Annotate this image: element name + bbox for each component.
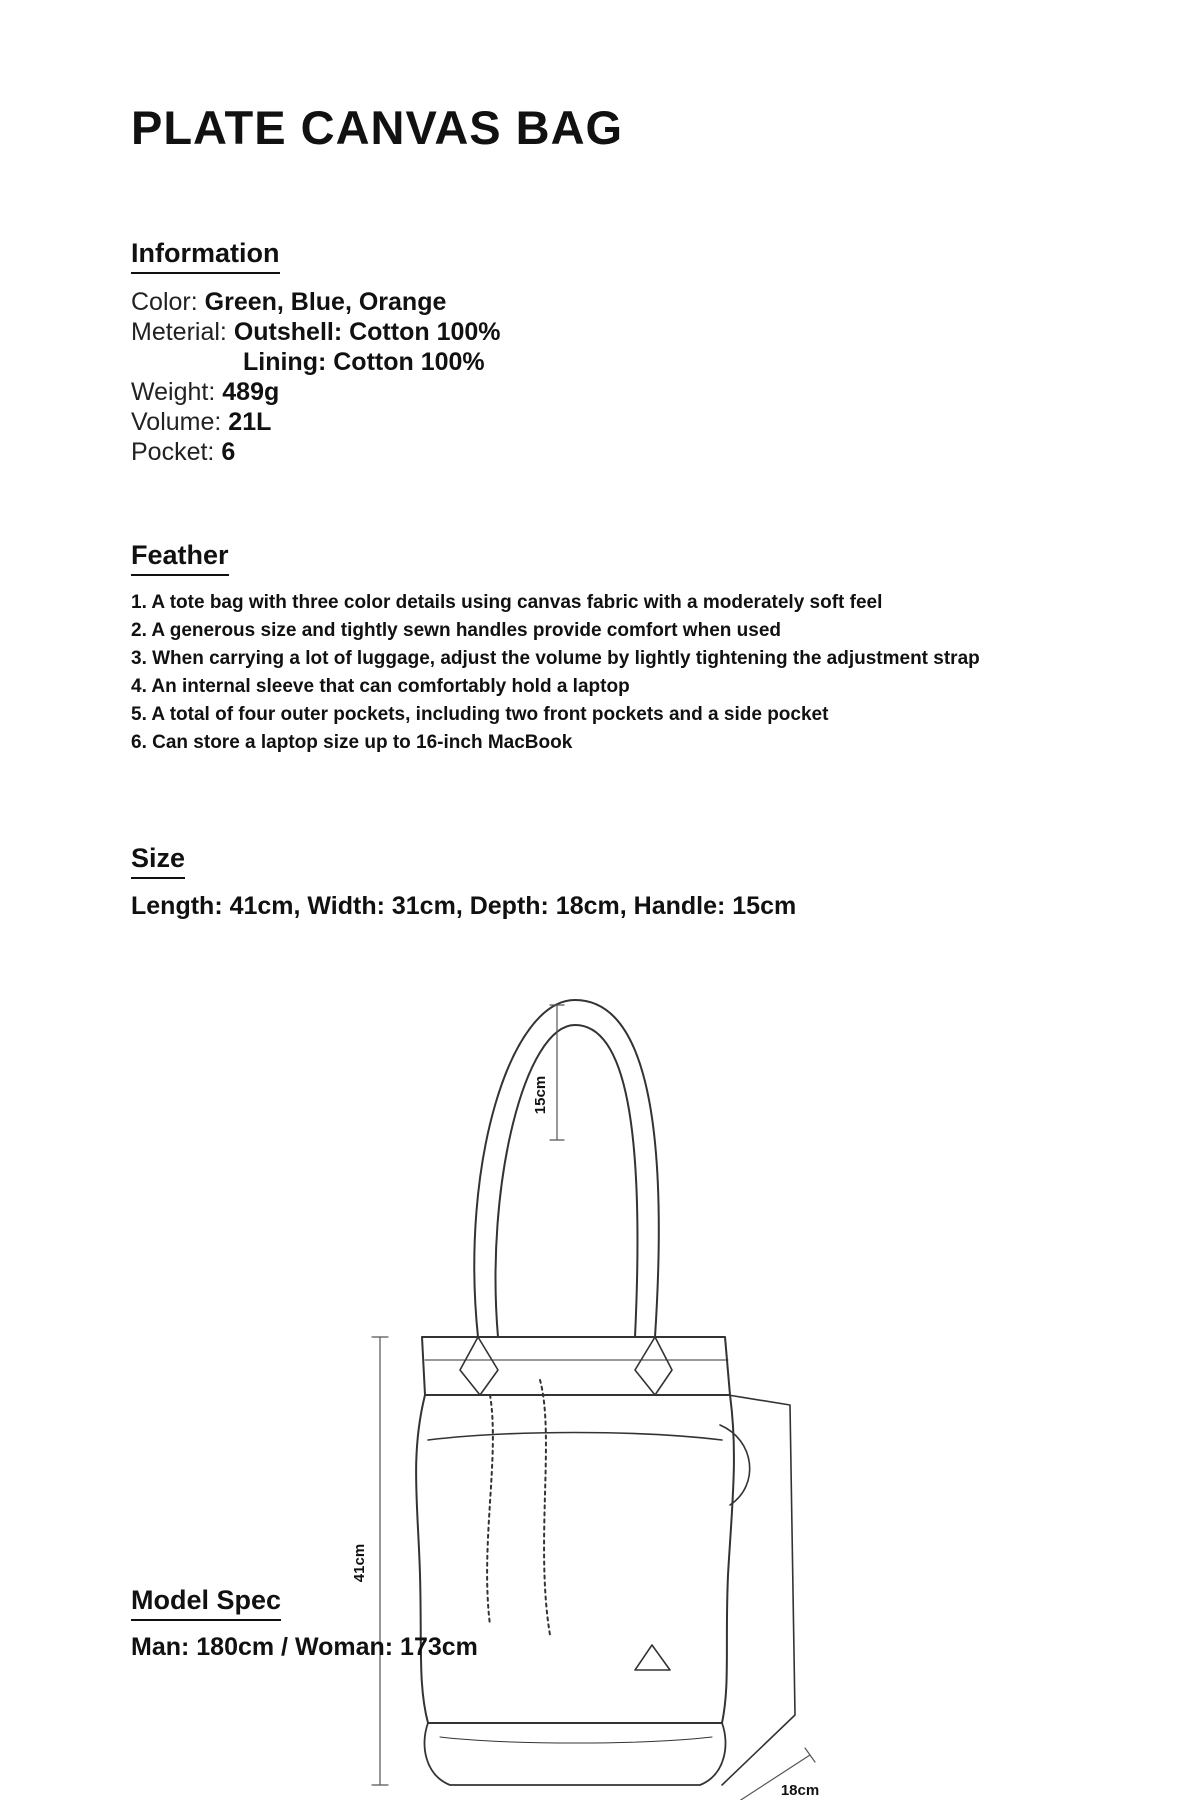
info-label: Volume: [131,408,222,436]
size-summary: Length: 41cm, Width: 31cm, Depth: 18cm, Handle: 15cm [131,892,797,920]
info-row-weight [131,377,501,407]
page-title: PLATE CANVAS BAG [131,101,624,154]
info-value: 21L [228,408,272,436]
list-item: 3. When carrying a lot of luggage, adjust the volume by lightly tightening the adjustment strap [131,648,980,669]
size-section [131,843,185,879]
feather-section [131,540,229,576]
bag-collar [422,1337,730,1395]
model-spec-heading: Model Spec [131,1585,281,1621]
bag-body [416,1395,734,1723]
info-value: Lining: Cotton 100% [243,348,485,376]
list-item: 1. A tote bag with three color details using canvas fabric with a moderately soft feel [131,592,883,613]
model-spec-section [131,1585,281,1621]
info-label: Meterial: [131,318,227,346]
handle-dimension-label: 15cm [532,1075,549,1115]
info-label: Weight: [131,378,216,406]
information-list [131,287,501,467]
list-item: 6. Can store a laptop size up to 16-inch MacBook [131,732,573,753]
feature-list [131,589,980,757]
handle-outline [474,1000,659,1337]
info-row-color [131,287,501,317]
information-section [131,238,280,274]
info-row-volume [131,407,501,437]
model-spec-value: Man: 180cm / Woman: 173cm [131,1633,478,1661]
info-row-lining [131,347,501,377]
length-dimension-label: 41cm [351,1543,368,1583]
size-heading: Size [131,843,185,879]
info-row-material [131,317,501,347]
depth-dimension-label: 18cm [780,1782,820,1799]
list-item: 4. An internal sleeve that can comfortably hold a laptop [131,676,630,697]
information-heading: Information [131,238,280,274]
handle-outline [496,1025,638,1337]
info-row-pocket [131,437,501,467]
info-value: 6 [221,438,236,466]
list-item: 5. A total of four outer pockets, including two front pockets and a side pocket [131,704,829,725]
list-item: 2. A generous size and tightly sewn handles provide comfort when used [131,620,781,641]
info-value: Outshell: Cotton 100% [233,318,501,346]
info-value: 489g [222,378,280,406]
bag-size-diagram [350,985,840,1799]
info-label: Pocket: [131,438,215,466]
feather-heading: Feather [131,540,229,576]
info-value: Green, Blue, Orange [204,288,447,316]
info-label: Color: [131,288,198,316]
